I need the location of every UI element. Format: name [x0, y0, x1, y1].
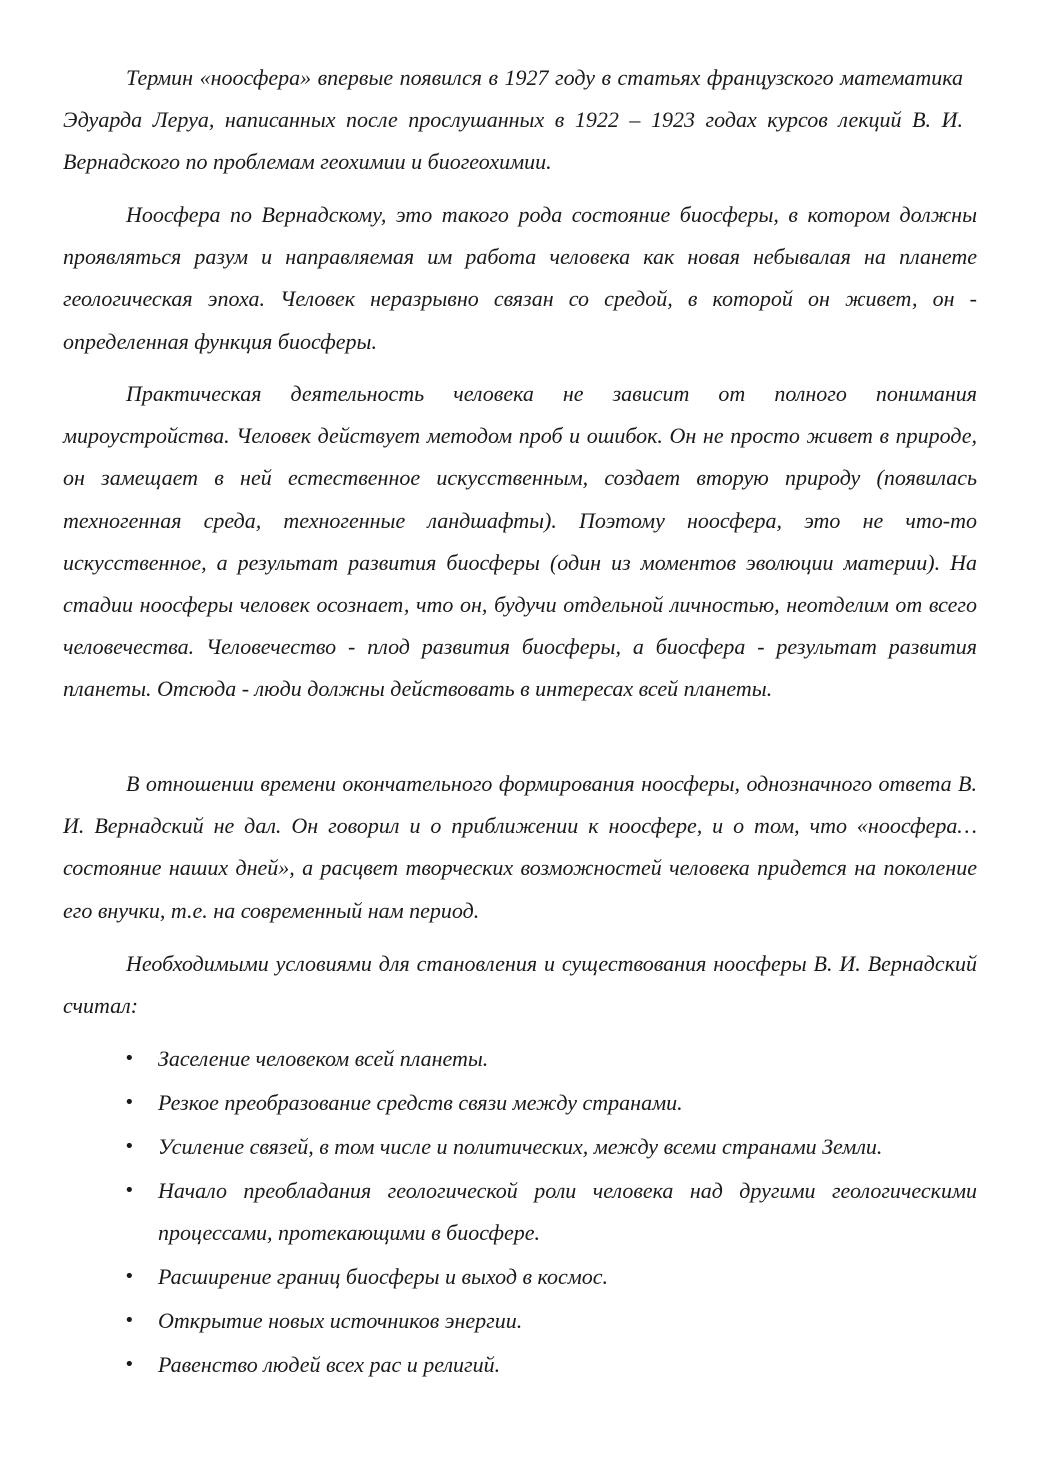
list-item-text: Резкое преобразование средств связи между странами.: [158, 1090, 683, 1115]
bullet-icon: •: [124, 1136, 135, 1157]
paragraph-noosphere-term-origin: Термин «ноосфера» впервые появился в 1927 году в статьях французского математика Эдуарда Леруа, написанных после прослушанных в 1922 – 1923 годах курсов лекций В. И. Вернадского по проблемам геохимии и биогеохимии.: [63, 65, 963, 175]
conditions-list: [63, 1038, 977, 1388]
bullet-icon: •: [124, 1092, 135, 1113]
list-item-text: Равенство людей всех рас и религий.: [158, 1352, 501, 1378]
list-item: [63, 1256, 977, 1298]
list-item-text: Начало преобладания геологической роли человека над другими геологическими процессами, протекающими в биосфере.: [158, 1178, 977, 1246]
paragraph-formation-time: В отношении времени окончательного формирования ноосферы, однозначного ответа В. И. Вернадский не дал. Он говорил и о приближении к ноосфере, и о том, что «ноосфера… состояние наших дней», а расцвет творческих возможностей человека придется на поколение его внучки, т.е. на современный нам период.: [63, 771, 977, 923]
list-item: [63, 1300, 977, 1342]
list-item: [63, 1344, 977, 1386]
document-page: [63, 0, 977, 1471]
paragraph-vernadsky-definition: Ноосфера по Вернадскому, это такого рода состояние биосферы, в котором должны проявляться разум и направляемая им работа человека как новая небывалая на планете геологическая эпоха. Человек неразрывно связан со средой, в которой он живет, он - определенная функция биосферы.: [63, 202, 977, 354]
paragraph-practical-activity: Практическая деятельность человека не зависит от полного понимания мироустройства. Человек действует методом проб и ошибок. Он не просто живет в природе, он замещает в ней естественное искусственным, создает вторую природу (появилась техногенная среда, техногенные ландшафты). Поэтому ноосфера, это не что-то искусственное, а результат развития биосферы (один из моментов эволюции материи). На стадии ноосферы человек осознает, что он, будучи отдельной личностью, неотделим от всего человечества. Человечество - плод развития биосферы, а биосфера - результат развития планеты. Отсюда - люди должны действовать в интересах всей планеты.: [63, 381, 977, 702]
bullet-icon: •: [124, 1180, 135, 1201]
list-item: [63, 1170, 977, 1254]
list-item-text: Открытие новых источников энергии.: [158, 1308, 523, 1334]
list-item: [63, 1126, 977, 1168]
list-item-text: Усиление связей, в том числе и политических, между всеми странами Земли.: [158, 1134, 883, 1159]
bullet-icon: •: [124, 1354, 135, 1376]
paragraph-conditions-intro: Необходимыми условиями для становления и существования ноосферы В. И. Вернадский считал:: [63, 951, 977, 1019]
bullet-icon: •: [124, 1048, 135, 1069]
list-item: [63, 1038, 977, 1080]
list-item: [63, 1082, 977, 1124]
bullet-icon: •: [124, 1266, 135, 1288]
list-item-text: Расширение границ биосферы и выход в космос.: [158, 1264, 609, 1290]
list-item-text: Заселение человеком всей планеты.: [158, 1046, 489, 1071]
bullet-icon: •: [124, 1310, 135, 1332]
